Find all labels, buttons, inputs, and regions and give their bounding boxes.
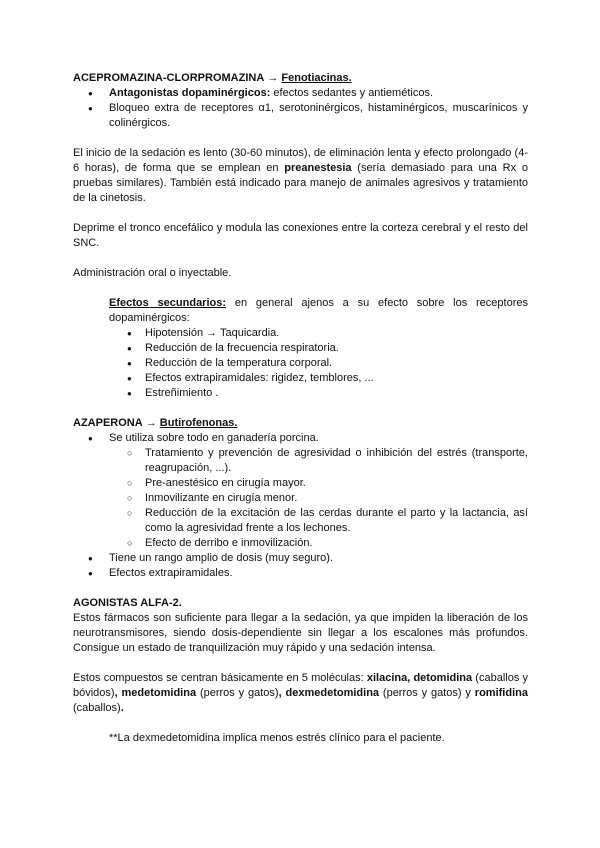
heading-arrow: → bbox=[264, 72, 282, 84]
sub-list-item: ○ Efecto de derribo e inmovilización. bbox=[109, 536, 528, 551]
list-item: ● Estreñimiento . bbox=[109, 386, 528, 401]
paragraph-text: Estos compuestos se centran básicamente en 5 moléculas: bbox=[73, 672, 367, 684]
sub-list bbox=[109, 446, 528, 551]
side-effects-title: Efectos secundarios: bbox=[109, 297, 227, 309]
bold-term: Antagonistas dopaminérgicos: bbox=[109, 87, 271, 99]
footnote: **La dexmedetomidina implica menos estrés clínico para el paciente. bbox=[109, 732, 445, 744]
bullet-list bbox=[73, 431, 528, 581]
paragraph-text: en general ajenos a su efecto sobre los receptores dopaminérgicos: bbox=[109, 297, 528, 324]
section-heading-azaperona bbox=[73, 416, 528, 431]
sub-list-item: ○ Pre-anestésico en cirugía mayor. bbox=[109, 476, 528, 491]
molecule-name: romifidina bbox=[474, 687, 528, 699]
paragraph bbox=[73, 146, 528, 206]
paragraph: Deprime el tronco encefálico y modula las conexiones entre la corteza cerebral y el resto del SNC. bbox=[73, 222, 528, 249]
heading-arrow: → bbox=[142, 417, 160, 429]
list-item: ● Tiene un rango amplio de dosis (muy seguro). bbox=[73, 551, 528, 566]
paragraph: Estos fármacos son suficiente para llegar a la sedación, ya que impiden la liberación de los neurotransmisores, siendo dosis-dependiente sin llegar a los escalones más profundos. Consigue un estado de tranquilización muy rápido y una sedación intensa. bbox=[73, 612, 528, 654]
list-item bbox=[73, 86, 528, 101]
bold-term: preanestesia bbox=[284, 162, 352, 174]
side-effects-intro bbox=[109, 296, 528, 326]
heading-family: Butirofenonas. bbox=[159, 417, 238, 429]
heading-title: AZAPERONA bbox=[73, 417, 143, 429]
sub-list-item: ○ Inmovilizante en cirugía menor. bbox=[109, 491, 528, 506]
list-item: ● Hipotensión → Taquicardia. bbox=[109, 326, 528, 341]
side-effects-block bbox=[73, 296, 528, 401]
molecule-note: (perros y gatos) bbox=[196, 687, 279, 699]
sub-list-item: ○ Tratamiento y prevención de agresividad o inhibición del estrés (transporte, reagrupación, ...). bbox=[109, 446, 528, 476]
separator: , bbox=[114, 687, 122, 699]
separator: , bbox=[278, 687, 286, 699]
list-item: ● Bloqueo extra de receptores α1, serotoninérgicos, histaminérgicos, muscarínicos y colinérgicos. bbox=[73, 101, 528, 131]
paragraph: Administración oral o inyectable. bbox=[73, 267, 232, 279]
document-page bbox=[73, 71, 528, 746]
molecule-note: (caballos) bbox=[73, 702, 121, 714]
separator: . bbox=[120, 702, 124, 714]
molecule-name: medetomidina bbox=[121, 687, 197, 699]
paragraph-text: El inicio de la sedación es lento (30-60 minutos), de eliminación lenta y efecto prolongado (4-6 horas), de forma que se emplean en bbox=[73, 147, 528, 174]
list-item: ● Reducción de la temperatura corporal. bbox=[109, 356, 528, 371]
paragraph-text: (sería demasiado para una Rx o pruebas similares). También está indicado para manejo de animales agresivos y tratamiento de la cinetosis. bbox=[73, 162, 529, 204]
list-item: ● Reducción de la frecuencia respiratoria. bbox=[109, 341, 528, 356]
molecule-note: (perros y gatos) y bbox=[379, 687, 475, 699]
molecule-name: xilacina, detomidina bbox=[366, 672, 473, 684]
side-effects-list bbox=[109, 326, 528, 401]
section-heading-acepromazina bbox=[73, 71, 528, 86]
section-heading-agonistas: AGONISTAS ALFA-2. bbox=[73, 597, 182, 609]
paragraph-molecules bbox=[73, 671, 528, 716]
heading-title: ACEPROMAZINA-CLORPROMAZINA bbox=[73, 72, 265, 84]
molecule-name: dexmedetomidina bbox=[285, 687, 380, 699]
list-item bbox=[73, 431, 528, 551]
list-item-text: Se utiliza sobre todo en ganadería porcina. bbox=[109, 432, 319, 444]
list-item: ● Efectos extrapiramidales. bbox=[73, 566, 528, 581]
molecule-note: (caballos y bóvidos) bbox=[73, 672, 529, 699]
heading-family: Fenotiacinas. bbox=[281, 72, 352, 84]
list-item-text: efectos sedantes y antieméticos. bbox=[270, 87, 434, 99]
bullet-list bbox=[73, 86, 528, 131]
sub-list-item: ○ Reducción de la excitación de las cerdas durante el parto y la lactancia, así como la agresividad frente a los lechones. bbox=[109, 506, 528, 536]
list-item: ● Efectos extrapiramidales: rigidez, temblores, ... bbox=[109, 371, 528, 386]
